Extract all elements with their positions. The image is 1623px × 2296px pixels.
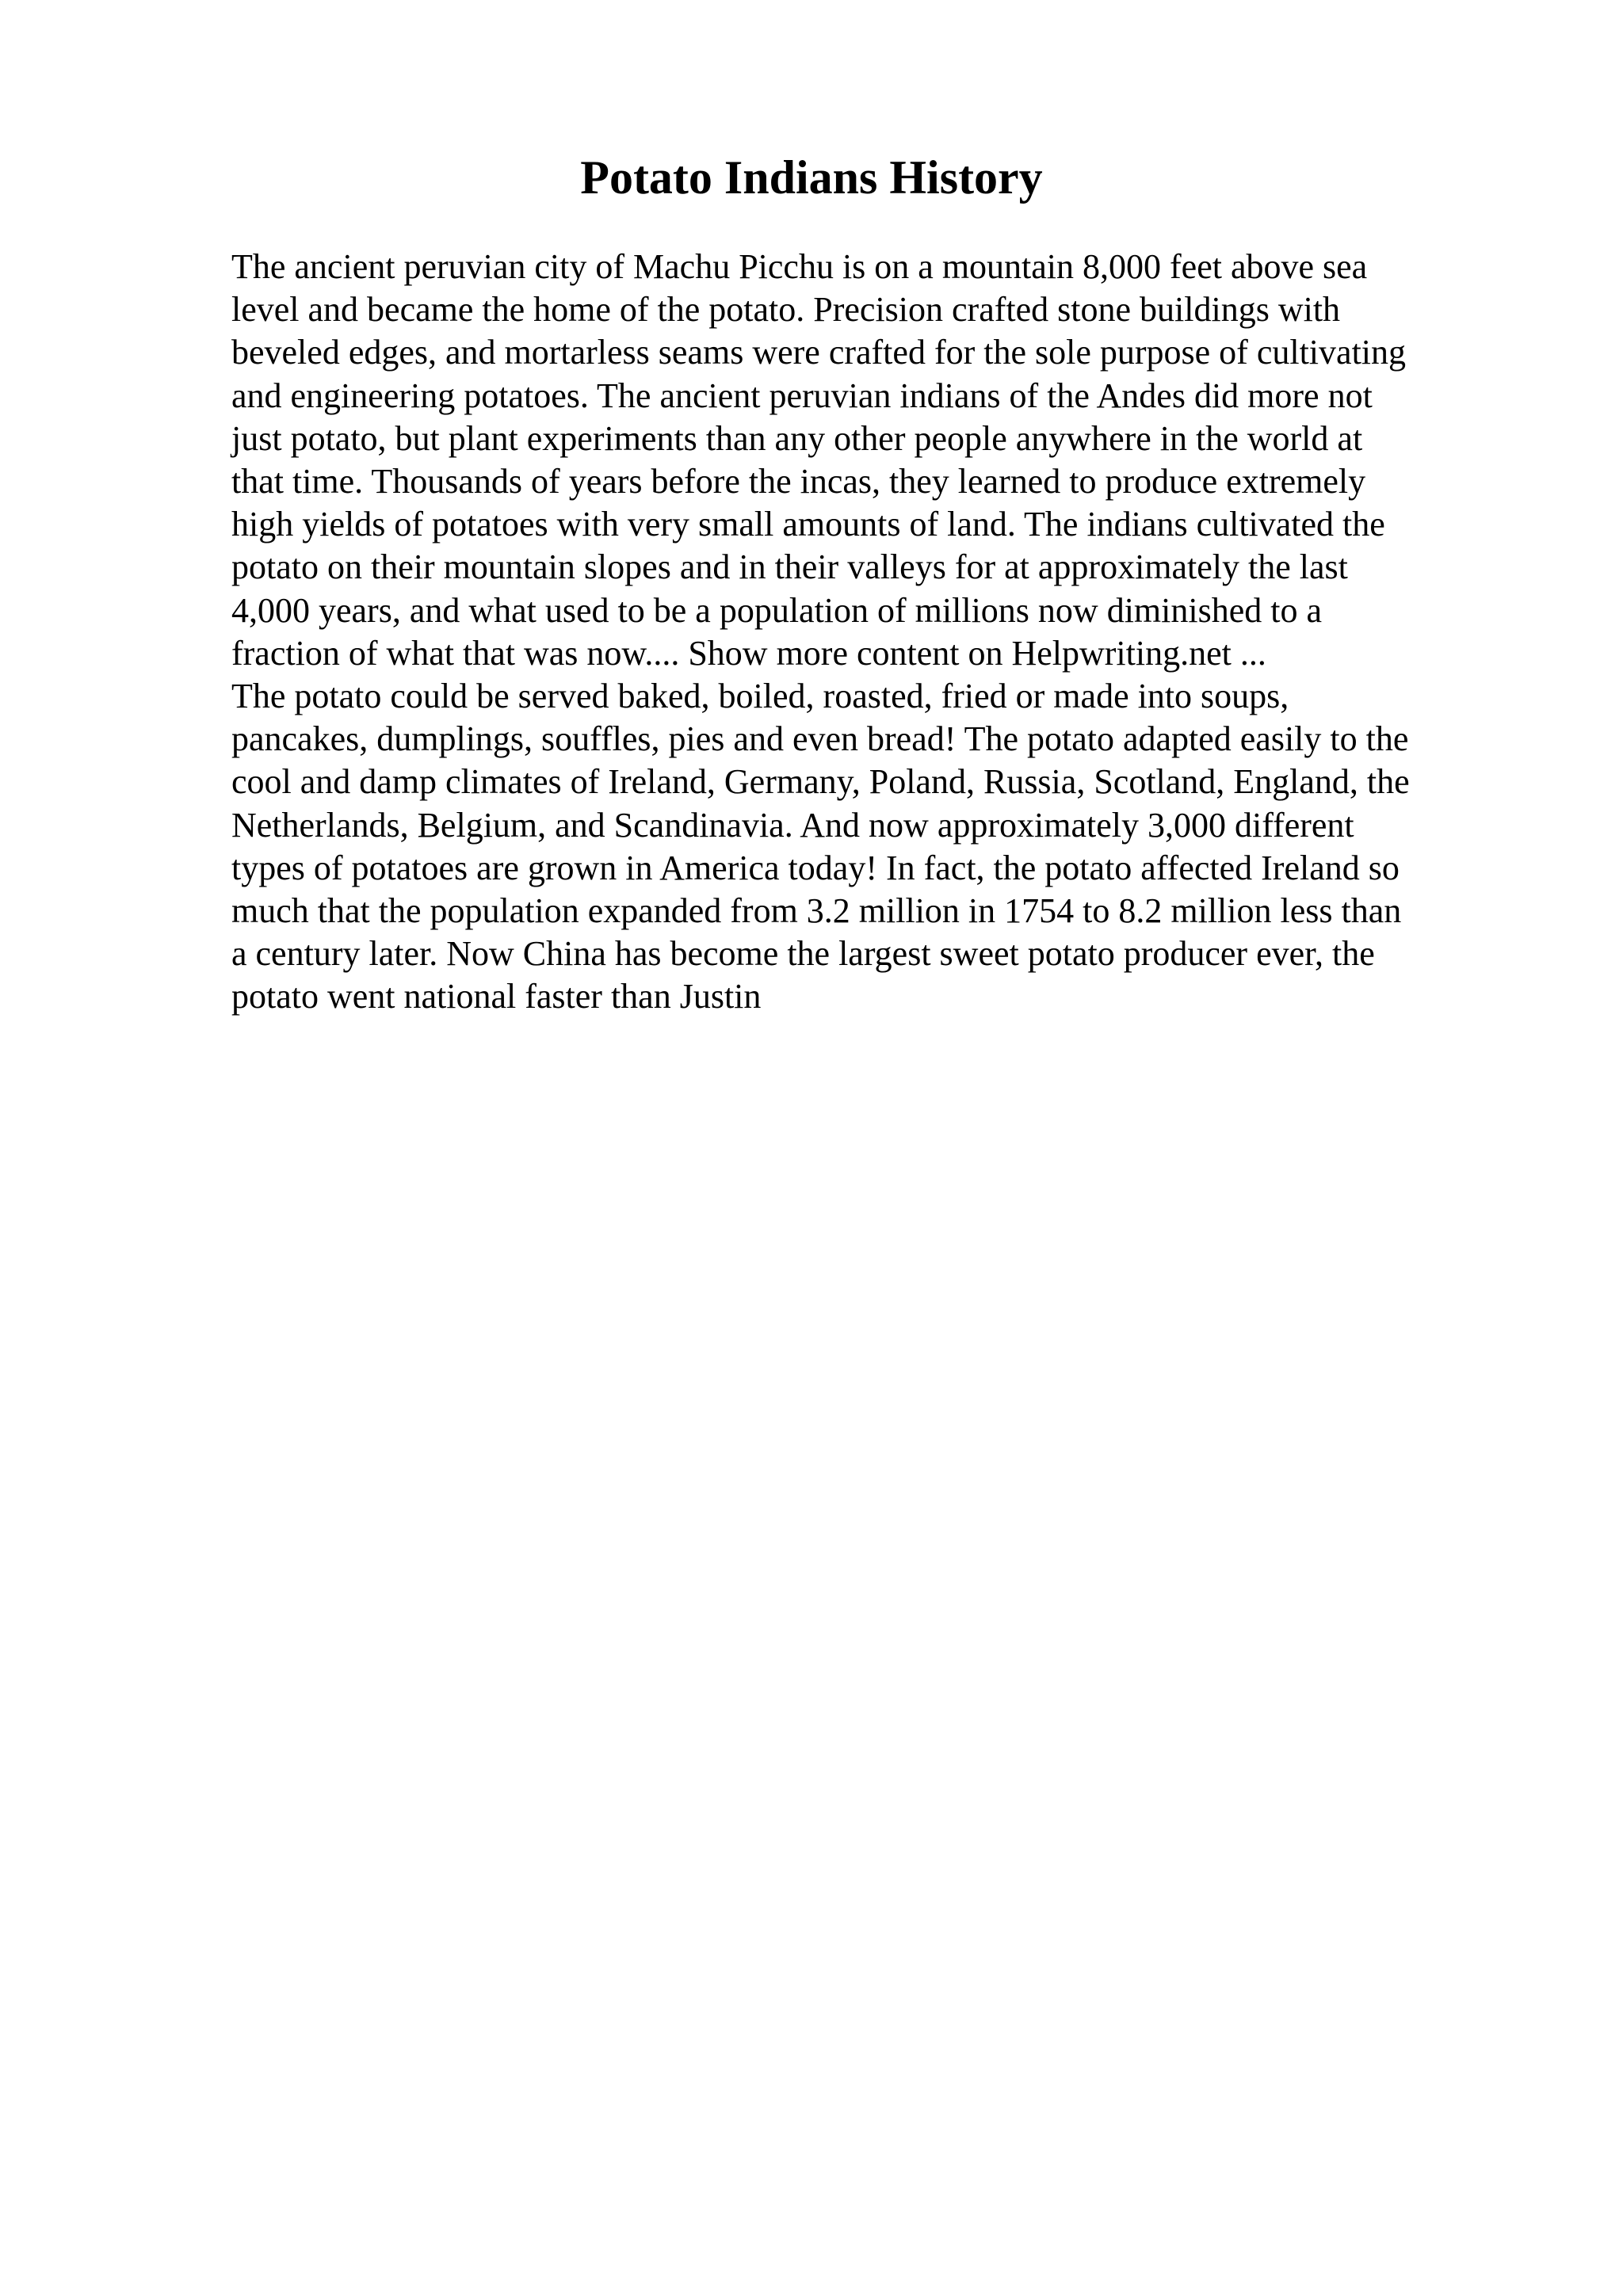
body-line: that time. Thousands of years before the incas, they learned to produce extremely [231,462,1366,502]
body-line: level and became the home of the potato. Precision crafted stone buildings with [231,290,1341,330]
body-line: potato went national faster than Justin [231,977,762,1016]
body-line: pancakes, dumplings, souffles, pies and even bread! The potato adapted easily to the [231,719,1409,759]
body-line: and engineering potatoes. The ancient peruvian indians of the Andes did more not [231,376,1373,415]
body-line: high yields of potatoes with very small amounts of land. The indians cultivated the [231,505,1385,544]
body-line: Netherlands, Belgium, and Scandinavia. And now approximately 3,000 different [231,805,1354,845]
document-body [231,246,1499,1019]
body-line: cool and damp climates of Ireland, Germany, Poland, Russia, Scotland, England, the [231,762,1410,802]
body-line: types of potatoes are grown in America today! In fact, the potato affected Ireland so [231,848,1400,887]
body-line: beveled edges, and mortarless seams were crafted for the sole purpose of cultivating [231,333,1407,372]
body-line: a century later. Now China has become the largest sweet potato producer ever, the [231,934,1375,974]
body-line: potato on their mountain slopes and in their valleys for at approximately the last [231,547,1348,587]
body-line: The potato could be served baked, boiled, roasted, fried or made into soups, [231,677,1289,716]
document-title: Potato Indians History [580,151,1043,204]
body-line: much that the population expanded from 3.2 million in 1754 to 8.2 million less than [231,891,1402,931]
body-line: just potato, but plant experiments than any other people anywhere in the world at [231,418,1363,458]
body-line: 4,000 years, and what used to be a population of millions now diminished to a [231,590,1323,630]
body-line: fraction of what that was now.... Show more content on Helpwriting.net ... [231,633,1266,673]
body-line: The ancient peruvian city of Machu Picchu is on a mountain 8,000 feet above sea [231,247,1368,286]
